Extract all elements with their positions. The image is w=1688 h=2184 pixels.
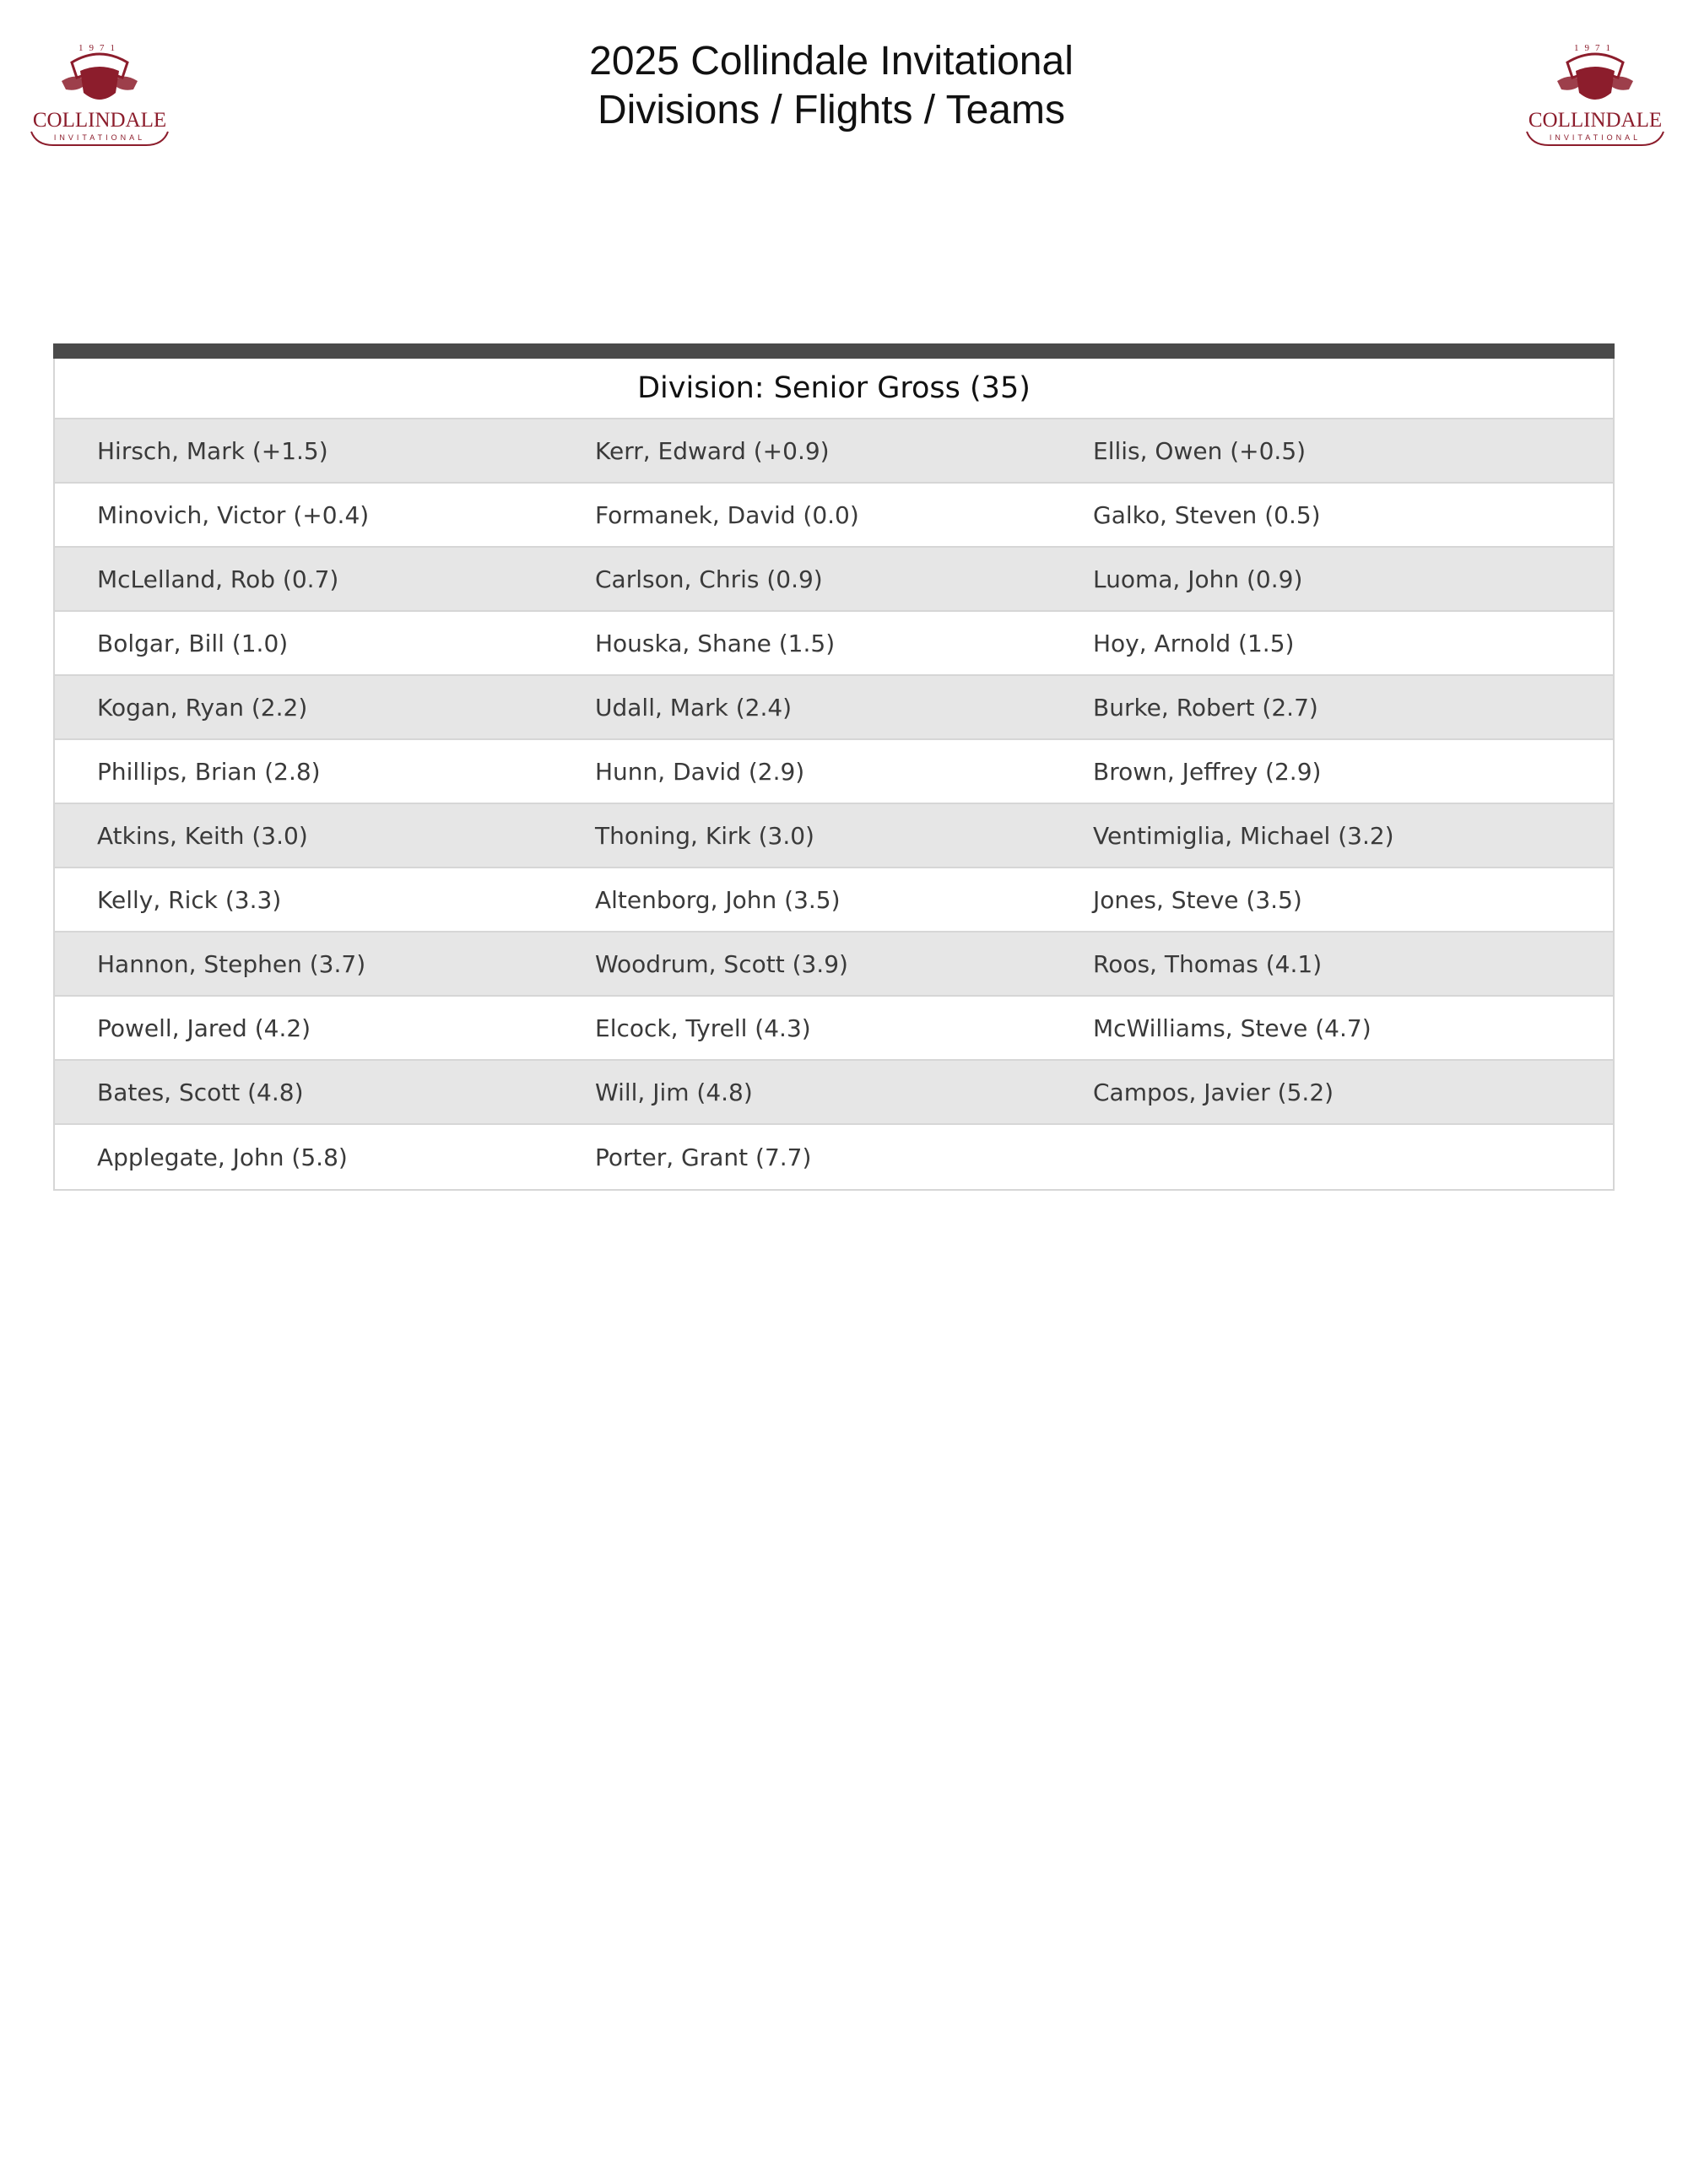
player-entry: Bolgar, Bill (1.0) (97, 629, 289, 657)
player-entry: Will, Jim (4.8) (595, 1078, 753, 1106)
player-entry: Kogan, Ryan (2.2) (97, 693, 308, 722)
player-entry: Ventimiglia, Michael (3.2) (1093, 821, 1394, 850)
table-row (55, 804, 1613, 868)
division-table (53, 343, 1615, 1191)
player-entry: Hoy, Arnold (1.5) (1093, 629, 1295, 657)
player-entry: Hannon, Stephen (3.7) (97, 949, 366, 978)
player-entry: Hunn, David (2.9) (595, 757, 805, 786)
table-row (55, 1125, 1613, 1189)
player-entry: Atkins, Keith (3.0) (97, 821, 308, 850)
player-entry: Bates, Scott (4.8) (97, 1078, 304, 1106)
player-entry: Burke, Robert (2.7) (1093, 693, 1318, 722)
player-entry: Carlson, Chris (0.9) (595, 565, 823, 593)
page-title-line-1: 2025 Collindale Invitational (589, 39, 1074, 84)
table-row (55, 419, 1613, 484)
svg-text:1971: 1971 (1574, 43, 1616, 53)
player-entry: Hirsch, Mark (+1.5) (97, 436, 328, 465)
svg-text:INVITATIONAL: INVITATIONAL (1549, 133, 1642, 142)
player-entry: Luoma, John (0.9) (1093, 565, 1303, 593)
player-entry: Udall, Mark (2.4) (595, 693, 793, 722)
player-entry: Roos, Thomas (4.1) (1093, 949, 1323, 978)
player-entry: Thoning, Kirk (3.0) (595, 821, 814, 850)
player-entry: Altenborg, John (3.5) (595, 885, 841, 914)
player-entry: Minovich, Victor (+0.4) (97, 500, 370, 529)
player-entry: Powell, Jared (4.2) (97, 1014, 311, 1042)
player-entry: Campos, Javier (5.2) (1093, 1078, 1334, 1106)
page-title (0, 37, 1663, 135)
table-row (55, 1061, 1613, 1125)
svg-text:COLLINDALE: COLLINDALE (32, 109, 167, 132)
table-row (55, 484, 1613, 548)
player-entry: Applegate, John (5.8) (97, 1143, 348, 1171)
division-header-bar (53, 343, 1615, 359)
svg-text:1971: 1971 (78, 43, 121, 53)
table-row (55, 612, 1613, 676)
table-row (55, 676, 1613, 740)
player-entry: Phillips, Brian (2.8) (97, 757, 321, 786)
player-entry: Brown, Jeffrey (2.9) (1093, 757, 1322, 786)
svg-text:COLLINDALE: COLLINDALE (1528, 109, 1663, 132)
table-row (55, 548, 1613, 612)
table-row (55, 933, 1613, 997)
player-entry: Kelly, Rick (3.3) (97, 885, 282, 914)
crest-icon (1523, 37, 1667, 151)
page-title-line-2: Divisions / Flights / Teams (598, 88, 1065, 132)
player-entry: Galko, Steven (0.5) (1093, 500, 1321, 529)
player-entry: Porter, Grant (7.7) (595, 1143, 812, 1171)
table-row (55, 740, 1613, 804)
player-entry: Elcock, Tyrell (4.3) (595, 1014, 811, 1042)
collindale-logo-right (1523, 37, 1667, 151)
table-row (55, 868, 1613, 933)
player-entry: Woodrum, Scott (3.9) (595, 949, 848, 978)
player-entry: Jones, Steve (3.5) (1093, 885, 1302, 914)
table-row (55, 997, 1613, 1061)
svg-text:INVITATIONAL: INVITATIONAL (53, 133, 146, 142)
player-entry: Houska, Shane (1.5) (595, 629, 836, 657)
player-entry: McLelland, Rob (0.7) (97, 565, 339, 593)
player-rows (55, 419, 1613, 1189)
player-entry: Formanek, David (0.0) (595, 500, 859, 529)
player-entry: Kerr, Edward (+0.9) (595, 436, 830, 465)
player-entry: McWilliams, Steve (4.7) (1093, 1014, 1372, 1042)
player-entry: Ellis, Owen (+0.5) (1093, 436, 1307, 465)
division-heading: Division: Senior Gross (35) (55, 359, 1613, 419)
